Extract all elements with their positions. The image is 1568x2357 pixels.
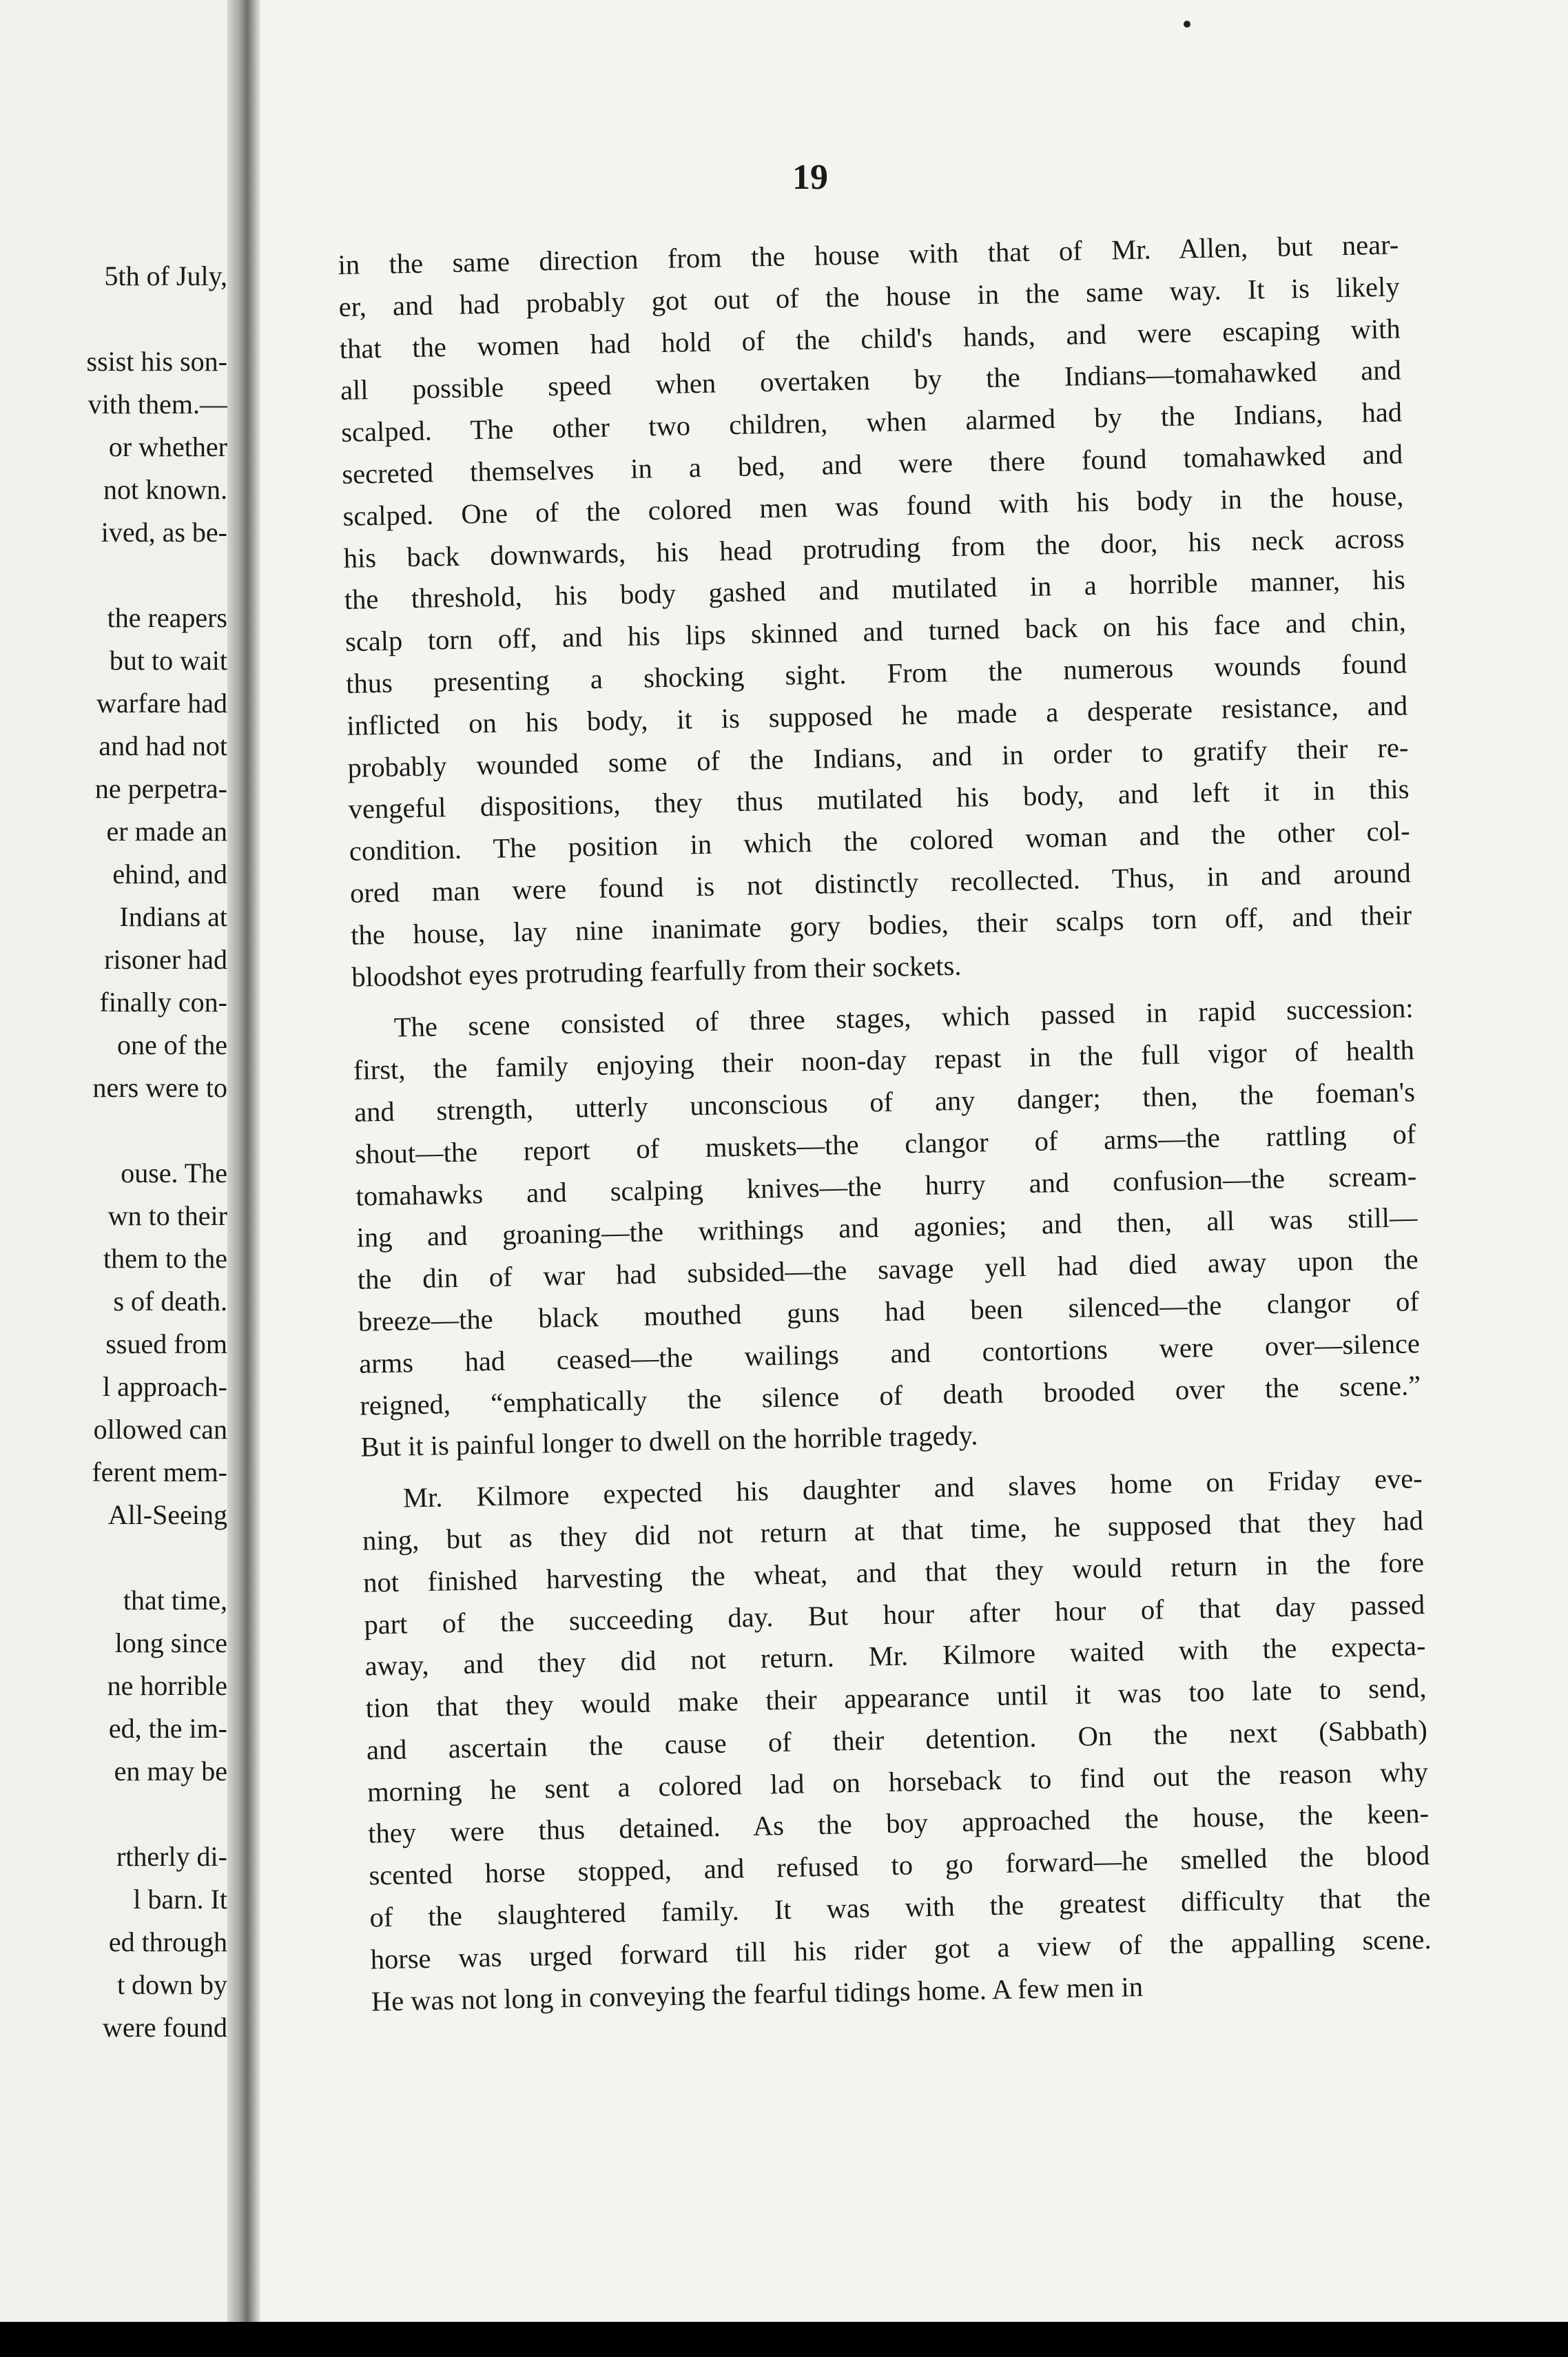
facing-page-line: en may be — [114, 1756, 227, 1787]
facing-page-line: ne perpetra- — [94, 773, 227, 804]
text-line: morning he sent a colored lad on horseback to find out the reason why — [367, 1756, 1429, 1808]
text-line: reigned, “emphatically the silence of death brooded over the scene.” — [359, 1369, 1421, 1421]
text-line: scalp torn off, and his lips skinned and turned back on his face and chin, — [344, 606, 1407, 658]
facing-page-line: All-Seeing — [107, 1499, 227, 1530]
facing-page-line: ed through — [108, 1926, 227, 1957]
facing-page-line: and had not — [99, 730, 227, 761]
text-line: his back downwards, his head protruding from the door, his neck across — [343, 522, 1405, 574]
facing-page-line — [14, 1109, 227, 1152]
text-line: bloodshot eyes protruding fearfully from their sockets. — [351, 949, 962, 993]
text-line: thus presenting a shocking sight. From the numerous wounds found — [345, 648, 1407, 699]
facing-page-line: ners were to — [92, 1072, 227, 1103]
facing-page-line: finally con- — [99, 987, 227, 1018]
text-line: tomahawks and scalping knives—the hurry and confusion—the scream- — [355, 1160, 1417, 1212]
text-line: ning, but as they did not return at that time, he supposed that they had — [362, 1504, 1424, 1556]
text-line: Mr. Kilmore expected his daughter and slaves home on Friday eve- — [402, 1463, 1423, 1514]
facing-page-line: t down by — [117, 1969, 227, 2000]
text-line: and strength, utterly unconscious of any danger; then, the foeman's — [353, 1076, 1416, 1128]
facing-page-line: 5th of July, — [104, 260, 227, 291]
facing-page-line: ehind, and — [112, 858, 227, 889]
facing-page-line — [14, 1793, 227, 1835]
facing-page-line: ollowed can — [93, 1414, 227, 1445]
text-line: all possible speed when overtaken by the Indians—tomahawked and — [340, 354, 1402, 406]
text-line: The scene consisted of three stages, which passed in rapid succession: — [393, 992, 1414, 1043]
facing-page-line — [14, 554, 227, 597]
text-line: er, and had probably got out of the house in the same way. It is likely — [338, 271, 1400, 322]
text-line: first, the family enjoying their noon-day repast in the full vigor of health — [353, 1034, 1415, 1086]
facing-page-line: wn to their — [107, 1200, 227, 1231]
text-line: the house, lay nine inanimate gory bodies, their scalps torn off, and their — [350, 899, 1412, 951]
facing-page-line: s of death. — [113, 1286, 227, 1317]
text-line: ing and groaning—the writhings and agonies; and then, all was still— — [356, 1202, 1418, 1254]
text-line: they were thus detained. As the boy approached the house, the keen- — [367, 1798, 1430, 1850]
text-line: of the slaughtered family. It was with the greatest difficulty that the — [369, 1882, 1431, 1933]
text-line: the threshold, his body gashed and mutilated in a horrible manner, his — [344, 564, 1406, 616]
text-line: probably wounded some of the Indians, and in order to gratify their re- — [347, 731, 1409, 783]
text-line: tion that they would make their appearance until it was too late to send, — [365, 1672, 1427, 1724]
facing-page-line: ferent mem- — [92, 1457, 227, 1488]
facing-page-line — [14, 298, 227, 340]
text-line: scented horse stopped, and refused to go forward—he smelled the blood — [369, 1840, 1430, 1891]
facing-page-line: er made an — [106, 816, 227, 847]
facing-page-line: l barn. It — [133, 1884, 227, 1915]
facing-page-line: but to wait — [109, 645, 227, 676]
text-line: condition. The position in which the colored woman and the other col- — [349, 815, 1411, 867]
paragraph — [361, 1458, 1432, 2023]
text-line: secreted themselves in a bed, and were there found tomahawked and — [341, 438, 1403, 490]
text-line: breeze—the black mouthed guns had been silenced—the clangor of — [358, 1286, 1420, 1337]
facing-page-line: vith them.— — [87, 389, 227, 420]
text-line: part of the succeeding day. But hour after hour of that day passed — [364, 1588, 1425, 1640]
facing-page-line: that time, — [123, 1585, 227, 1616]
text-line: that the women had hold of the child's hands, and were escaping with — [339, 313, 1401, 364]
text-line: horse was urged forward till his rider got a view of the appalling scene. — [370, 1923, 1432, 1975]
facing-page-line: ed, the im- — [108, 1713, 227, 1744]
facing-page-left — [0, 0, 227, 2357]
text-line: ored man were found is not distinctly recollected. Thus, in and around — [349, 857, 1412, 909]
text-line: and ascertain the cause of their detention. On the next (Sabbath) — [366, 1713, 1428, 1766]
facing-page-line: l approach- — [102, 1371, 227, 1402]
text-line: scalped. One of the colored men was found with his body in the house, — [342, 480, 1404, 532]
facing-page-line: ouse. The — [121, 1157, 227, 1188]
facing-page-line — [14, 1536, 227, 1579]
text-line: the din of war had subsided—the savage yell had died away upon the — [357, 1244, 1419, 1295]
facing-page-line: or whether — [108, 431, 227, 462]
ink-speck — [1184, 21, 1190, 28]
text-line: But it is painful longer to dwell on the horrible tragedy. — [360, 1419, 978, 1463]
facing-page-line: Indians at — [119, 901, 227, 932]
text-line: He was not long in conveying the fearful tidings home. A few men in — [371, 1970, 1144, 2017]
page-body-text — [338, 224, 1432, 2023]
facing-page-line: ne horrible — [107, 1670, 227, 1701]
facing-page-line: ssued from — [105, 1328, 227, 1359]
facing-page-line: were found — [102, 2012, 227, 2043]
text-line: vengeful dispositions, they thus mutilated his body, and left it in this — [348, 773, 1410, 825]
book-gutter — [227, 0, 260, 2357]
facing-page-line: not known. — [103, 474, 227, 505]
text-line: shout—the report of muskets—the clangor of arms—the rattling of — [354, 1118, 1416, 1170]
facing-page-line: ived, as be- — [101, 517, 227, 548]
page-number: 19 — [792, 158, 828, 197]
facing-page-text — [14, 255, 227, 2049]
facing-page-line: one of the — [117, 1029, 227, 1060]
facing-page-line: them to the — [103, 1243, 227, 1274]
text-line: not finished harvesting the wheat, and that they would return in the fore — [362, 1546, 1425, 1598]
text-line: inflicted on his body, it is supposed he made a desperate resistance, and — [346, 690, 1408, 741]
facing-page-line: long since — [114, 1627, 227, 1658]
scan-border-bottom — [0, 2322, 1568, 2357]
text-line: arms had ceased—the wailings and contortions were over—silence — [358, 1327, 1421, 1379]
text-line: in the same direction from the house with that of Mr. Allen, but near- — [338, 229, 1399, 280]
facing-page-line: the reapers — [107, 602, 227, 633]
paragraph — [352, 988, 1422, 1469]
facing-page-line: ssist his son- — [86, 346, 227, 377]
facing-page-line: warfare had — [96, 688, 227, 719]
text-line: scalped. The other two children, when alarmed by the Indians, had — [340, 396, 1403, 449]
paragraph — [338, 224, 1413, 998]
facing-page-line: risoner had — [104, 944, 227, 975]
facing-page-line: rtherly di- — [116, 1841, 227, 1872]
text-line: away, and they did not return. Mr. Kilmore waited with the expecta- — [364, 1630, 1426, 1682]
